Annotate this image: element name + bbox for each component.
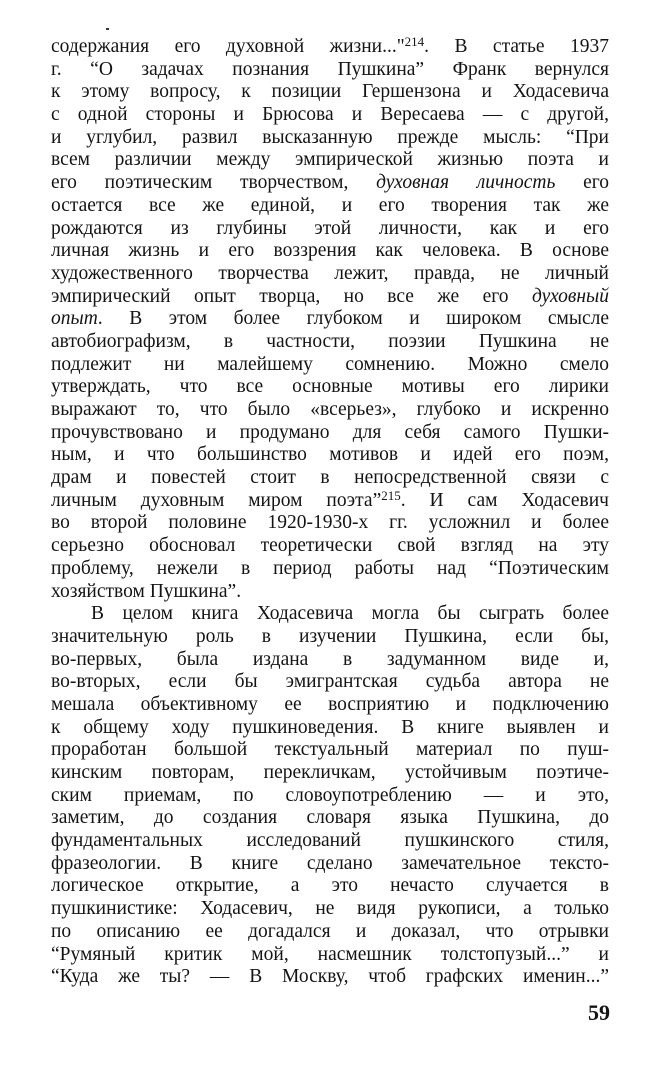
italic-emphasis: духовная личность [376,172,556,194]
text-segment: по описанию ее догадался и доказал, что отрывки [51,920,609,942]
text-line [51,512,609,535]
text-line [51,354,609,377]
text-line [51,240,609,263]
text-segment: . В этом более глубоком и широком смысле [97,308,609,330]
text-line [51,263,609,286]
text-segment: . И сам Ходасевич [400,489,609,511]
page-text [51,36,609,989]
text-segment: остается все же единой, и его творения так же [51,194,609,216]
text-segment: мешала объективному ее восприятию и подключению [51,693,609,715]
text-line [51,535,609,558]
text-segment: к этому вопросу, к позиции Гершензона и Ходасевича [51,81,609,103]
text-segment: во второй половине 1920-1930-х гг. усложнил и более [51,512,609,534]
text-line [51,308,609,331]
text-segment: автобиографизм, в частности, поэзии Пушкина не [51,330,609,352]
text-segment: кинским повторам, перекличкам, устойчивым поэтиче- [51,762,609,783]
footnote-ref: 214 [404,34,425,49]
text-segment: фундаментальных исследований пушкинского стиля, [51,830,609,852]
text-segment: с одной стороны и Брюсова и Вересаева — с другой, [51,104,609,126]
text-line [51,422,609,445]
text-segment: и углубил, развил высказанную прежде мысль: “При [51,126,609,148]
text-segment: рождаются из глубины этой личности, как и его [51,217,609,239]
text-segment: прочувствовано и продумано для себя самого Пушки- [51,421,609,443]
text-segment: “Куда же ты? — В Москву, чтоб графских именин...” [51,966,609,988]
text-segment: ским приемам, по словоупотреблению — и это, [51,784,609,806]
text-line [51,36,609,59]
text-line [51,286,609,309]
text-line [51,853,609,876]
text-line [51,785,609,808]
text-segment: хозяйством Пушкина”. [51,580,242,602]
text-line [51,581,609,604]
text-segment: эмпирический опыт творца, но все же его [51,285,532,307]
text-line [51,694,609,717]
text-line [51,487,609,513]
text-segment: “Румяный критик мой, насмешник толстопузый...” и [51,943,609,965]
text-segment: ным, и что большинство мотивов и идей его поэм, [51,444,609,466]
footnote-ref: 215 [381,487,401,503]
text-line [51,807,609,830]
text-line [51,739,609,762]
text-line [51,149,609,172]
text-line [51,626,609,649]
text-segment: проблему, нежели в период работы над “Поэтическим [51,557,609,579]
text-segment: В целом книга Ходасевича могла бы сыграть более [91,603,609,625]
text-line [51,467,609,490]
italic-emphasis: духовный [531,285,609,307]
text-line [51,331,609,354]
text-segment: драм и повестей стоит в непосредственной связи с [51,467,609,489]
text-line [51,376,609,399]
text-segment: значительную роль в изучении Пушкина, если бы, [51,625,609,647]
text-segment: всем различии между эмпирической жизнью поэта и [51,149,609,171]
text-line [51,127,609,150]
text-line [51,671,609,694]
text-line [51,830,609,853]
text-segment: выражают то, что было «всерьез», глубоко и искренно [51,399,609,420]
text-segment: личная жизнь и его воззрения как человека. В основе [51,240,609,262]
text-segment: личным духовным миром поэта” [51,489,382,511]
text-segment: фразеологии. В книге сделано замечательное тексто- [51,852,609,874]
text-segment: к общему ходу пушкиноведения. В книге выявлен и [51,716,609,738]
text-segment: во-вторых, если бы эмигрантская судьба автора не [51,671,609,693]
print-speck [106,28,109,30]
text-line [51,649,609,672]
text-segment: утверждать, что все основные мотивы его лирики [51,376,609,398]
text-segment: его поэтическим творчеством, [51,172,377,194]
text-line [51,399,609,422]
text-segment: художественного творчества лежит, правда, не личный [51,262,609,284]
text-line [51,59,609,82]
text-segment: серьезно обосновал теоретически свой взгляд на эту [51,535,609,557]
page-number: 59 [588,1000,610,1025]
text-segment: заметим, до создания словаря языка Пушкина, до [51,807,609,829]
text-line [51,172,609,195]
text-segment: во-первых, была издана в задуманном виде и, [51,648,609,670]
text-segment: содержания его духовной жизни..." [51,36,405,57]
text-segment: г. “О задачах познания Пушкина” Франк вернулся [51,58,609,80]
text-segment: подлежит ни малейшему сомнению. Можно смело [51,353,609,375]
text-line [51,762,609,785]
paragraph [51,36,609,603]
text-line [51,444,609,467]
text-segment: логическое открытие, а это нечасто случается в [51,875,609,897]
text-line [51,81,609,104]
text-line [51,218,609,241]
text-segment: пушкинистике: Ходасевич, не видя рукописи, а только [51,898,609,920]
text-line [51,558,609,581]
text-segment: . В статье 1937 [424,36,609,57]
text-line [51,717,609,740]
text-segment: его [555,172,610,194]
text-line [51,603,609,626]
text-line [51,966,609,989]
text-line [51,898,609,921]
text-line [51,875,609,898]
italic-emphasis: опыт [51,308,98,330]
text-segment: проработан большой текстуальный материал по пуш- [51,739,609,761]
text-line [51,195,609,218]
text-line [51,921,609,944]
text-line [51,944,609,967]
text-line [51,104,609,127]
paragraph [51,603,609,989]
